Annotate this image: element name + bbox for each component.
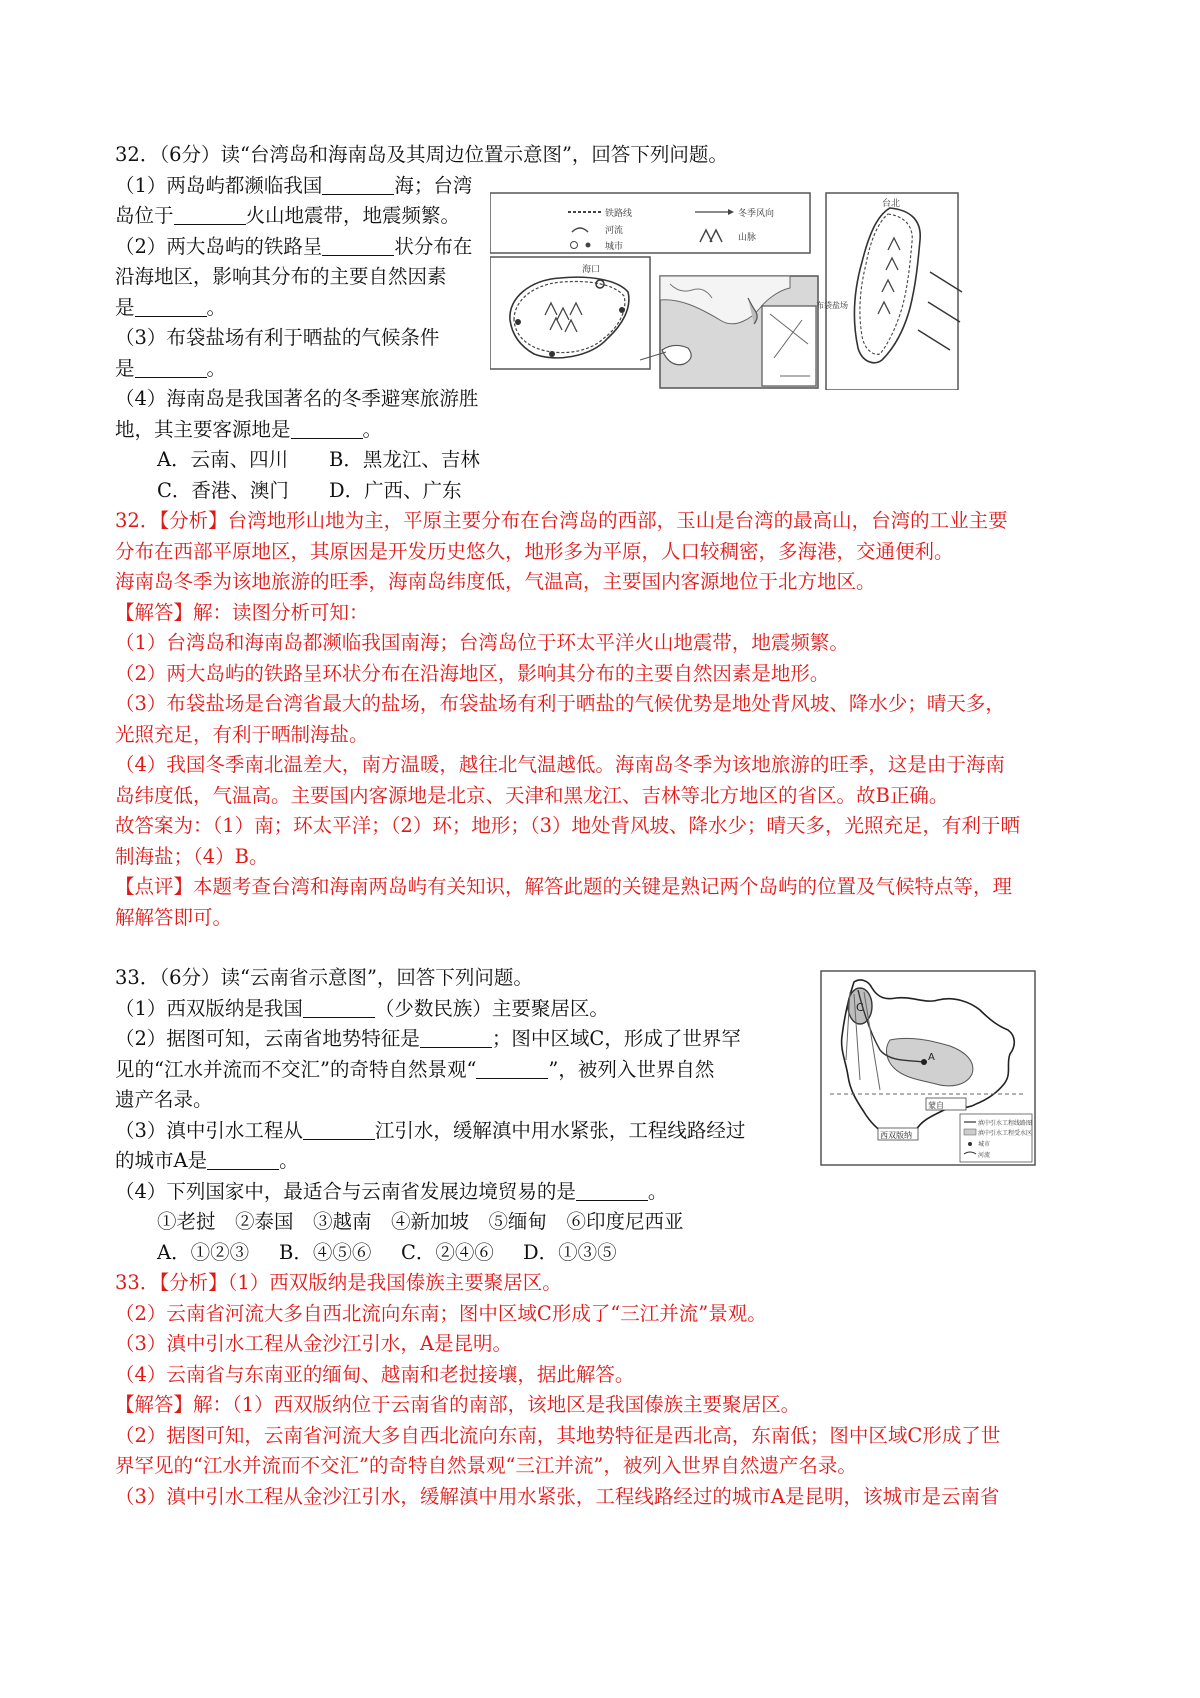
a32-solution-3: （3）布袋盐场是台湾省最大的盐场，布袋盐场有利于晒盐的气候优势是地处背风坡、降水少；晴天多， <box>115 692 1005 715</box>
answer-blank[interactable] <box>135 359 207 378</box>
xishuangbanna-label: 西双版纳 <box>880 1131 912 1140</box>
haikou-label: 海口 <box>582 265 601 275</box>
spacer <box>115 933 1105 963</box>
option-b[interactable]: B．④⑤⑥ <box>279 1240 372 1264</box>
text: ；图中区域C，形成了世界罕 <box>491 1027 741 1050</box>
text: 见的“江水并流而不交汇”的奇特自然景观“ <box>115 1057 477 1081</box>
option-d[interactable]: D．①③⑤ <box>523 1240 617 1264</box>
answer-blank[interactable] <box>322 176 394 195</box>
answer-blank[interactable] <box>174 206 246 225</box>
taiwan-hainan-map-figure <box>490 180 1010 390</box>
a32-answer: 故答案为：（1）南；环太平洋；（2）环；地形；（3）地处背风坡、降水少；晴天多，光照充足，有利于晒 <box>115 814 1020 837</box>
legend3-text: 城市 <box>978 1141 991 1148</box>
text: 的城市A是 <box>115 1149 208 1172</box>
q33-part4 <box>115 1177 1105 1208</box>
a32-solution-1: （1）台湾岛和海南岛都濒临我国南海；台湾岛位于环太平洋火山地震带，地震频繁。 <box>115 631 849 654</box>
a32-solution-head: 【解答】解：读图分析可知： <box>115 600 369 624</box>
answer-blank[interactable] <box>291 420 363 439</box>
text: （2）两大岛屿的铁路呈 <box>115 234 323 258</box>
text: 江引水，缓解滇中用水紧张，工程线路经过 <box>374 1118 746 1142</box>
text: 是 <box>115 356 135 380</box>
a32-analysis-cont: 分布在西部平原地区，其原因是开发历史悠久，地形多为平原，人口较稠密，多海港，交通便利。 <box>115 539 954 563</box>
a33-solution-3: （3）滇中引水工程从金沙江引水，缓解滇中用水紧张，工程线路经过的城市A是昆明，该城市是云南省 <box>115 1484 1000 1508</box>
q32-part4: （4）海南岛是我国著名的冬季避寒旅游胜 <box>115 387 479 410</box>
taibei-label: 台北 <box>882 199 901 209</box>
text: （4）下列国家中，最适合与云南省发展边境贸易的是 <box>115 1179 576 1203</box>
answer-blank[interactable] <box>476 1060 548 1079</box>
a32-analysis: 32．【分析】台湾地形山地为主，平原主要分布在台湾岛的西部，玉山是台湾的最高山，台湾的工业主要 <box>115 509 1008 532</box>
legend-mountain-text: 山脉 <box>738 233 757 243</box>
text: 。 <box>206 295 227 319</box>
legend1-text: 滇中引水工程线路图 <box>978 1120 1033 1127</box>
text: 火山地震带，地震频繁。 <box>245 204 461 227</box>
text: （2）据图可知，云南省地势特征是 <box>115 1027 420 1050</box>
legend-city-text: 城市 <box>605 242 624 252</box>
option-d[interactable]: D．广西、广东 <box>329 478 462 502</box>
a33-analysis-2: （2）云南省河流大多自西北流向东南；图中区域C形成了“三江并流”景观。 <box>115 1301 767 1325</box>
q33-countries: ①老挝 ②泰国 ③越南 ④新加坡 ⑤缅甸 ⑥印度尼西亚 <box>157 1210 684 1233</box>
q33-title: 33．（6分）读“云南省示意图”，回答下列问题。 <box>115 966 533 989</box>
text: （1）西双版纳是我国 <box>115 996 303 1020</box>
text: 是 <box>115 295 135 319</box>
text: 。 <box>279 1149 299 1172</box>
answer-blank[interactable] <box>576 1182 648 1201</box>
taiwan-hainan-map <box>490 180 1010 390</box>
a32-solution-2: （2）两大岛屿的铁路呈环状分布在沿海地区，影响其分布的主要自然因素是地形。 <box>115 661 830 685</box>
option-a[interactable]: A．云南、四川 <box>157 448 289 471</box>
q33-options <box>115 1238 1105 1269</box>
legend2-text: 滇中引水工程受水区 <box>978 1130 1033 1137</box>
q32-part4-end <box>115 415 1105 446</box>
yunnan-map-figure <box>820 970 1036 1166</box>
budai-label: 布袋盐场 <box>816 301 848 310</box>
a32-solution-4: （4）我国冬季南北温差大，南方温暖，越往北气温越低。海南岛冬季为该地旅游的旺季，这是由于海南 <box>115 753 1005 776</box>
a33-solution-2-cont: 界罕见的“江水并流而不交汇”的奇特自然景观“三江并流”，被列入世界自然遗产名录。 <box>115 1454 857 1477</box>
mengzi-label: 蒙自 <box>928 1101 944 1110</box>
q32-part2-cont: 沿海地区，影响其分布的主要自然因素 <box>115 265 447 288</box>
a33-solution-2: （2）据图可知，云南省河流大多自西北流向东南，其地势特征是西北高，东南低；图中区域C形成了世 <box>115 1423 1001 1447</box>
text: （1）两岛屿都濒临我国 <box>115 173 323 197</box>
option-b[interactable]: B．黑龙江、吉林 <box>329 448 480 471</box>
answer-blank[interactable] <box>303 1121 375 1140</box>
text: ”，被列入世界自然 <box>548 1057 715 1081</box>
answer-blank[interactable] <box>420 1029 492 1048</box>
city-a-label: A <box>928 1052 935 1063</box>
q32-options-row1 <box>115 445 1105 476</box>
a32-analysis-cont: 海南岛冬季为该地旅游的旺季，海南岛纬度低，气温高，主要国内客源地位于北方地区。 <box>115 570 876 593</box>
a33-analysis-4: （4）云南省与东南亚的缅甸、越南和老挝接壤，据此解答。 <box>115 1362 635 1386</box>
text: 。 <box>206 356 227 380</box>
a33-analysis-3: （3）滇中引水工程从金沙江引水，A是昆明。 <box>115 1332 512 1355</box>
a33-analysis: 33．【分析】（1）西双版纳是我国傣族主要聚居区。 <box>115 1271 562 1294</box>
option-c[interactable]: C．②④⑥ <box>401 1240 494 1264</box>
a32-comment-cont: 解解答即可。 <box>115 905 233 929</box>
option-c[interactable]: C．香港、澳门 <box>157 478 289 502</box>
answer-blank[interactable] <box>303 999 375 1018</box>
text: 。 <box>647 1179 668 1203</box>
a32-solution-3-cont: 光照充足，有利于晒制海盐。 <box>115 722 369 746</box>
a32-solution-4-cont: 岛纬度低，气温高。主要国内客源地是北京、天津和黑龙江、吉林等北方地区的省区。故B正确。 <box>115 783 949 807</box>
legend-rail-text: 铁路线 <box>605 209 633 219</box>
legend4-text: 河流 <box>978 1152 991 1159</box>
q32-title: 32．（6分）读“台湾岛和海南岛及其周边位置示意图”，回答下列问题。 <box>115 143 728 166</box>
q33-part2-end: 遗产名录。 <box>115 1088 213 1111</box>
answer-blank[interactable] <box>135 298 207 317</box>
legend-wind-text: 冬季风向 <box>738 209 775 219</box>
text: 地，其主要客源地是 <box>115 417 291 441</box>
text: （少数民族）主要聚居区。 <box>374 996 609 1020</box>
text: 状分布在 <box>394 234 473 258</box>
answer-blank[interactable] <box>322 237 394 256</box>
a33-solution-1: 【解答】解：（1）西双版纳位于云南省的南部，该地区是我国傣族主要聚居区。 <box>115 1393 801 1416</box>
option-a[interactable]: A．①②③ <box>157 1240 250 1264</box>
answer-blank[interactable] <box>207 1151 279 1170</box>
q32-options-row2 <box>115 476 1105 507</box>
text: （3）滇中引水工程从 <box>115 1118 303 1142</box>
legend-river-text: 河流 <box>605 226 624 236</box>
region-c-label: C <box>856 1001 864 1014</box>
text: 岛位于 <box>115 204 174 227</box>
text: 海；台湾 <box>394 173 473 197</box>
text: 。 <box>362 417 383 441</box>
a32-answer-cont: 制海盐；（4）B。 <box>115 844 269 868</box>
q32-part3: （3）布袋盐场有利于晒盐的气候条件 <box>115 326 440 349</box>
yunnan-map <box>820 970 1036 1166</box>
a32-comment: 【点评】本题考查台湾和海南两岛屿有关知识，解答此题的关键是熟记两个岛屿的位置及气候特点等，理 <box>115 875 1013 898</box>
